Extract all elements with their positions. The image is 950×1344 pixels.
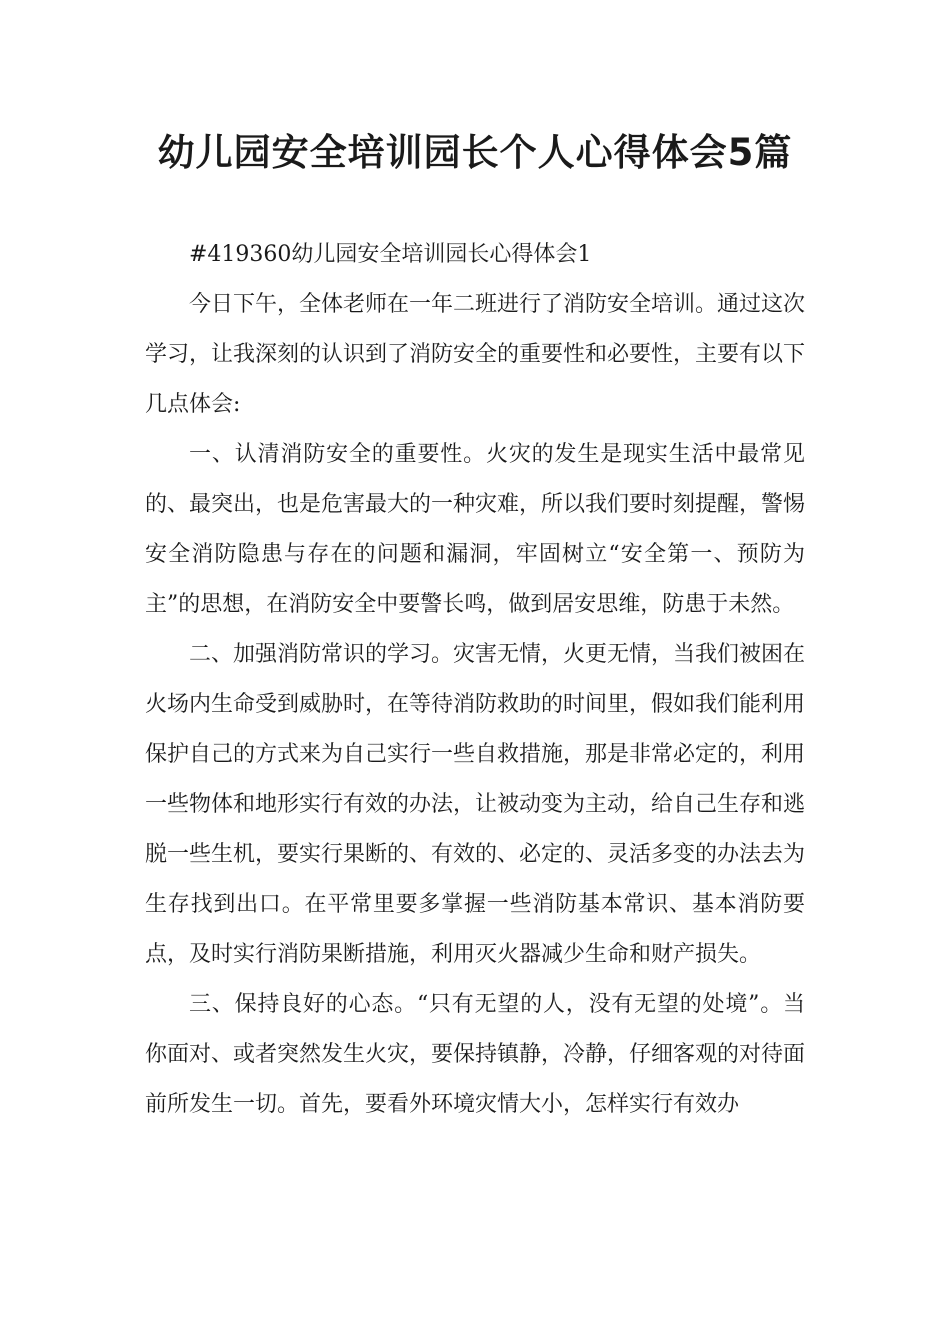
document-body <box>145 230 805 1130</box>
point-two-paragraph: 二、加强消防常识的学习。灾害无情，火更无情，当我们被困在火场内生命受到威胁时，在等待消防救助的时间里，假如我们能利用保护自己的方式来为自己实行一些自救措施，那是非常必定的，利用一些物体和地形实行有效的办法，让被动变为主动，给自己生存和逃脱一些生机，要实行果断的、有效的、必定的、灵活多变的办法去为生存找到出口。在平常里要多掌握一些消防基本常识、基本消防要点，及时实行消防果断措施，利用灭火器减少生命和财产损失。 <box>145 642 806 967</box>
point-three-paragraph: 三、保持良好的心态。“只有无望的人，没有无望的处境”。当你面对、或者突然发生火灾，要保持镇静，冷静，仔细客观的对待面前所发生一切。首先，要看外环境灾情大小，怎样实行有效办 <box>145 992 806 1117</box>
document-title: 幼儿园安全培训园长个人心得体会5篇 <box>157 131 793 174</box>
intro-paragraph: 今日下午，全体老师在一年二班进行了消防安全培训。通过这次学习，让我深刻的认识到了消防安全的重要性和必要性，主要有以下几点体会: <box>145 292 806 417</box>
point-one-paragraph: 一、认清消防安全的重要性。火灾的发生是现实生活中最常见的、最突出，也是危害最大的一种灾难，所以我们要时刻提醒，警惕安全消防隐患与存在的问题和漏洞，牢固树立“安全第一、预防为主”的思想，在消防安全中要警长鸣，做到居安思维，防患于未然。 <box>145 442 806 617</box>
section-heading: #419360幼儿园安全培训园长心得体会1 <box>189 242 592 267</box>
